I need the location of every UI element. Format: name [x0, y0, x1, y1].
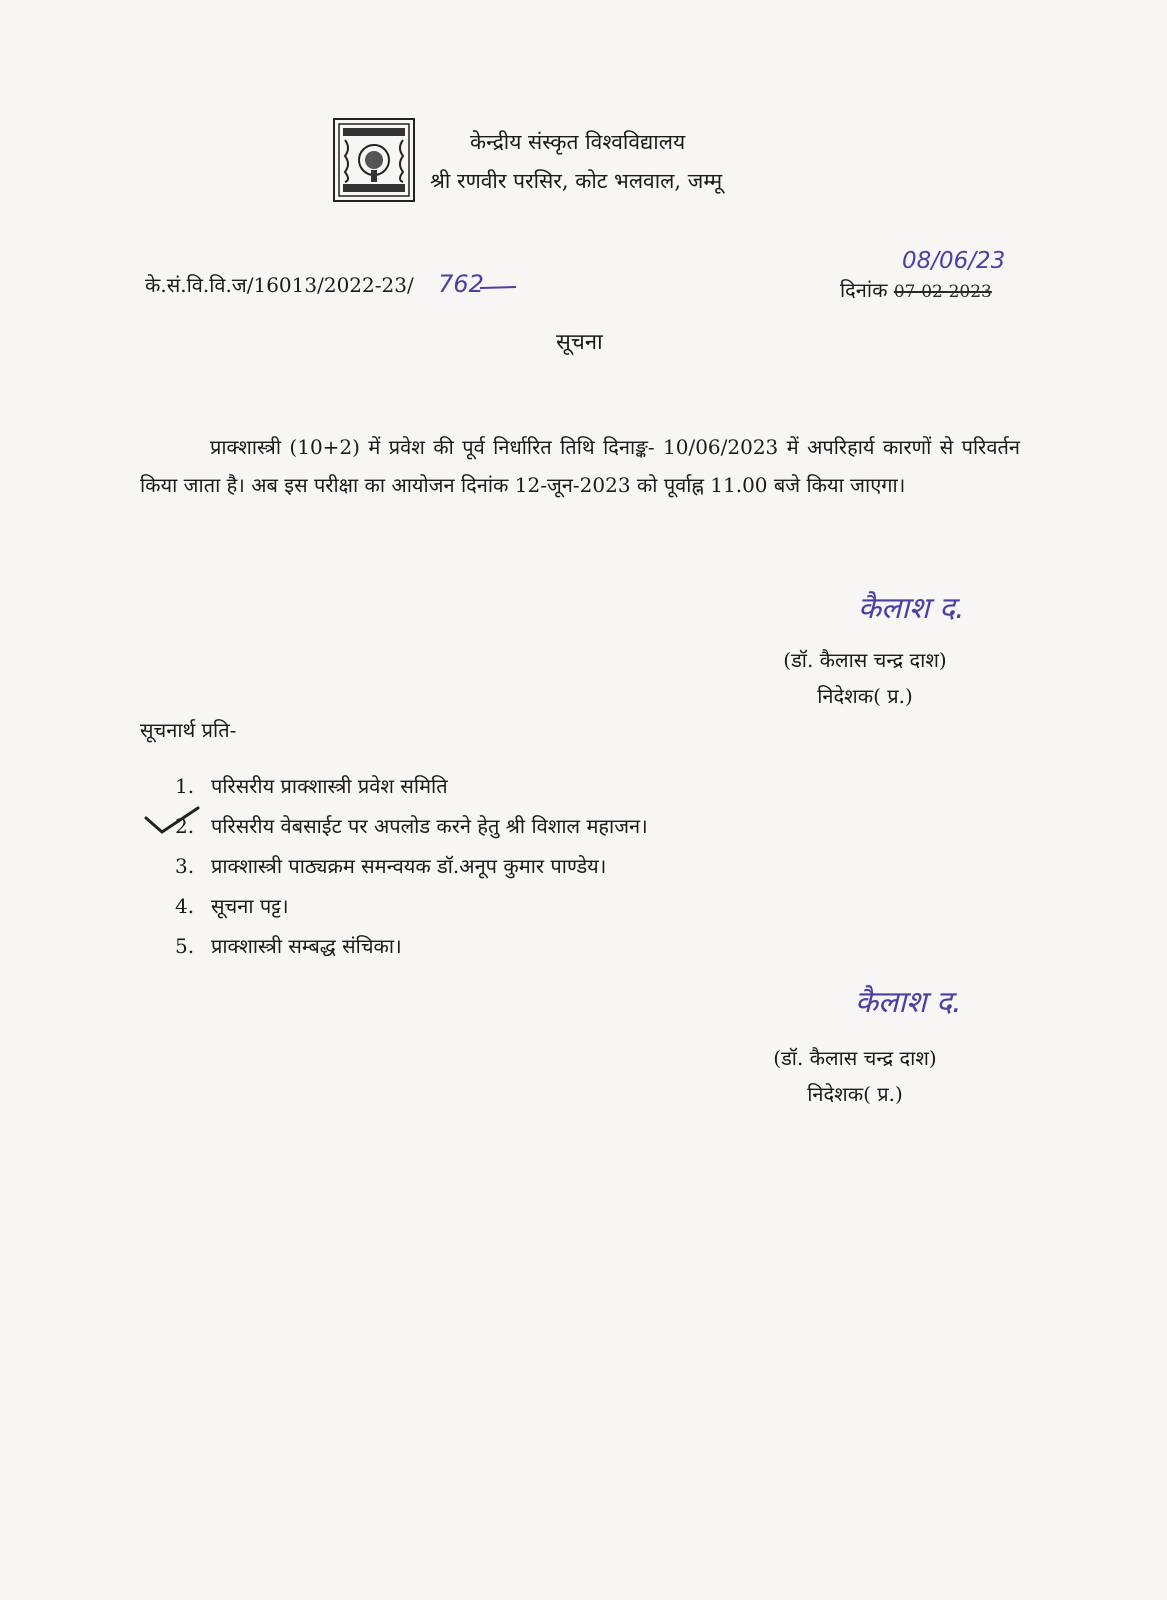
check-mark-icon [142, 804, 202, 838]
signature-2: कैलाश द. [855, 985, 962, 1020]
campus-address: श्री रणवीर परसिर, कोट भलवाल, जम्मू [430, 169, 723, 193]
signature-1: कैलाश द. [858, 591, 965, 626]
copies-heading: सूचनार्थ प्रति- [140, 718, 237, 742]
notice-title: सूचना [556, 330, 603, 355]
handwritten-date: 08/06/23 [902, 248, 1006, 274]
date-line [840, 276, 992, 303]
signatory-1-name: (डॉ. कैलास चन्द्र दाश) [783, 648, 947, 672]
signatory-2-name: (डॉ. कैलास चन्द्र दाश) [773, 1046, 937, 1070]
list-item: 5. प्राक्शास्त्री सम्बद्ध संचिका। [175, 934, 402, 958]
struck-date: 07-02-2023 [893, 282, 992, 302]
notice-body: प्राक्शास्त्री (10+2) में प्रवेश की पूर्व निर्धारित तिथि दिनाङ्क- 10/06/2023 में अपरिहार्य कारणों से परिवर्तन किया जाता है। अब इस परीक्षा का आयोजन दिनांक 12-जून-2023 को पूर्वाह्न 11.00 बजे किया जाएगा। [140, 435, 1020, 497]
list-item: 4. सूचना पट्ट। [175, 894, 289, 918]
list-item: 1. परिसरीय प्राक्शास्त्री प्रवेश समिति [175, 774, 448, 798]
signatory-2 [720, 1040, 990, 1112]
reference-number: के.सं.वि.वि.ज/16013/2022-23/ [145, 273, 414, 297]
copies-list [175, 766, 648, 966]
list-item: 3. प्राक्शास्त्री पाठ्यक्रम समन्वयक डॉ.अनूप कुमार पाण्डेय। [175, 854, 607, 878]
signatory-1 [730, 642, 1000, 714]
university-emblem-icon [333, 118, 415, 202]
university-name: केन्द्रीय संस्कृत विश्वविद्यालय [470, 130, 686, 154]
underline-stroke [478, 284, 518, 292]
list-item: 2. परिसरीय वेबसाईट पर अपलोड करने हेतु श्री विशाल महाजन। [175, 814, 648, 838]
signatory-2-designation: निदेशक( प्र.) [807, 1082, 903, 1106]
date-label: दिनांक [840, 278, 888, 302]
signatory-1-designation: निदेशक( प्र.) [817, 684, 913, 708]
handwritten-reference: 762 [438, 270, 484, 298]
reference-line [145, 270, 484, 298]
